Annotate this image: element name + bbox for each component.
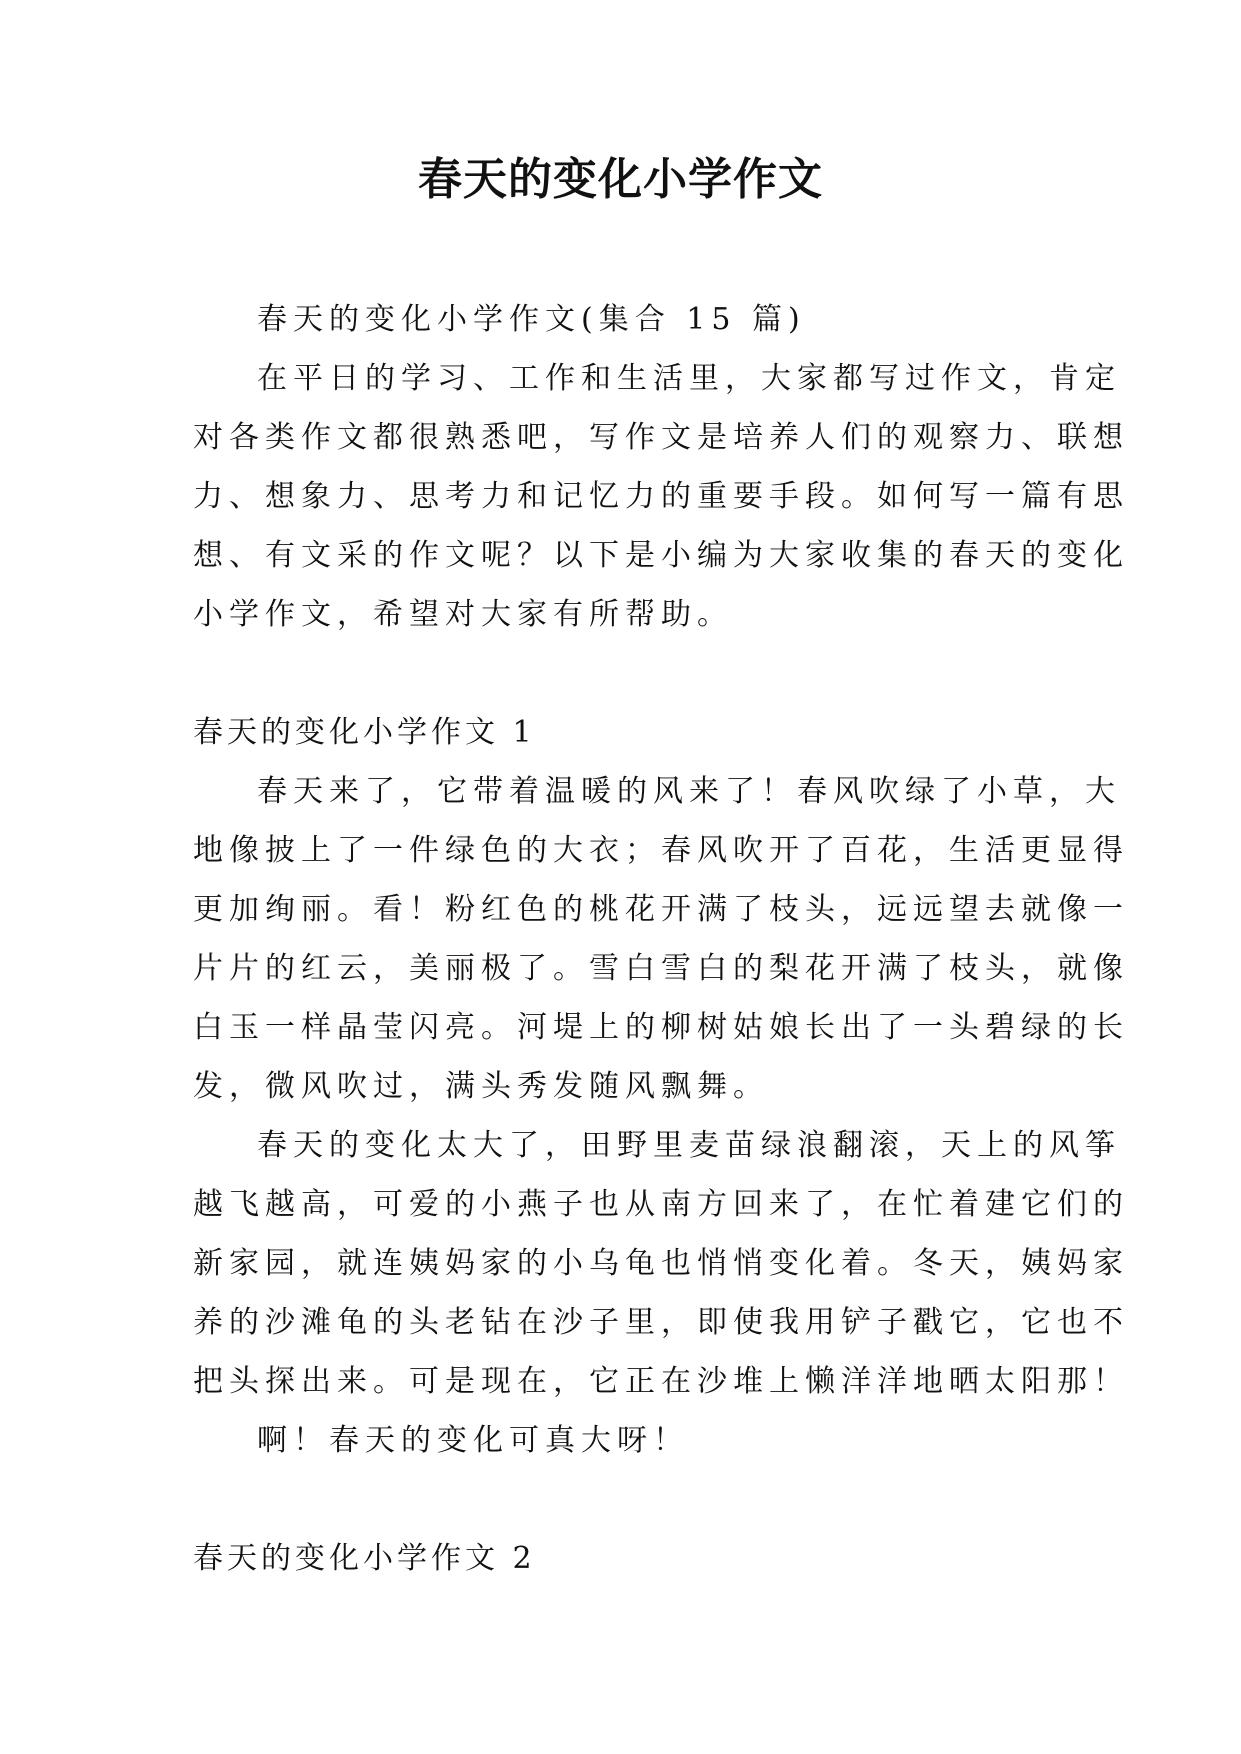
section-spacer <box>193 644 1055 703</box>
essay-heading-1: 春天的变化小学作文 1 <box>193 715 536 750</box>
paragraph-line: 在平日的学习、工作和生活里，大家都写过作文，肯定 <box>257 361 1121 396</box>
essay-1-paragraph-1 <box>193 762 1129 1116</box>
paragraph-line: 春天来了，它带着温暖的风来了！春风吹绿了小草，大 <box>257 774 1121 809</box>
paragraph-line: 发，微风吹过，满头秀发随风飘舞。 <box>193 1069 769 1104</box>
paragraph-line: 把头探出来。可是现在，它正在沙堆上懒洋洋地晒太阳那！ <box>193 1364 1129 1399</box>
paragraph-line: 春天的变化太大了，田野里麦苗绿浪翻滚，天上的风筝 <box>257 1128 1121 1163</box>
paragraph-line: 小学作文，希望对大家有所帮助。 <box>193 597 733 632</box>
paragraph-line: 想、有文采的作文呢？以下是小编为大家收集的春天的变化 <box>193 538 1129 573</box>
document-body <box>193 290 1129 1588</box>
paragraph-line: 新家园，就连姨妈家的小乌龟也悄悄变化着。冬天，姨妈家 <box>193 1246 1129 1281</box>
paragraph-line: 更加绚丽。看！粉红色的桃花开满了枝头，远远望去就像一 <box>193 892 1129 927</box>
paragraph-line: 养的沙滩龟的头老钻在沙子里，即使我用铲子戳它，它也不 <box>193 1305 1129 1340</box>
paragraph-line: 白玉一样晶莹闪亮。河堤上的柳树姑娘长出了一头碧绿的长 <box>193 1010 1129 1045</box>
essay-heading-2: 春天的变化小学作文 2 <box>193 1541 536 1576</box>
paragraph-line: 啊！春天的变化可真大呀！ <box>257 1423 689 1458</box>
essay-1-paragraph-2 <box>193 1116 1129 1411</box>
document-title: 春天的变化小学作文 <box>418 154 823 205</box>
section-spacer <box>193 1470 1055 1529</box>
paragraph-line: 片片的红云，美丽极了。雪白雪白的梨花开满了枝头，就像 <box>193 951 1129 986</box>
intro-paragraph <box>193 349 1129 644</box>
paragraph-line: 对各类作文都很熟悉吧，写作文是培养人们的观察力、联想 <box>193 420 1129 455</box>
essay-1-paragraph-3 <box>193 1411 1055 1470</box>
paragraph-line: 越飞越高，可爱的小燕子也从南方回来了，在忙着建它们的 <box>193 1187 1129 1222</box>
paragraph-line: 地像披上了一件绿色的大衣；春风吹开了百花，生活更显得 <box>193 833 1129 868</box>
paragraph-line: 力、想象力、思考力和记忆力的重要手段。如何写一篇有思 <box>193 479 1129 514</box>
document-subtitle: 春天的变化小学作文(集合 15 篇) <box>257 302 806 337</box>
